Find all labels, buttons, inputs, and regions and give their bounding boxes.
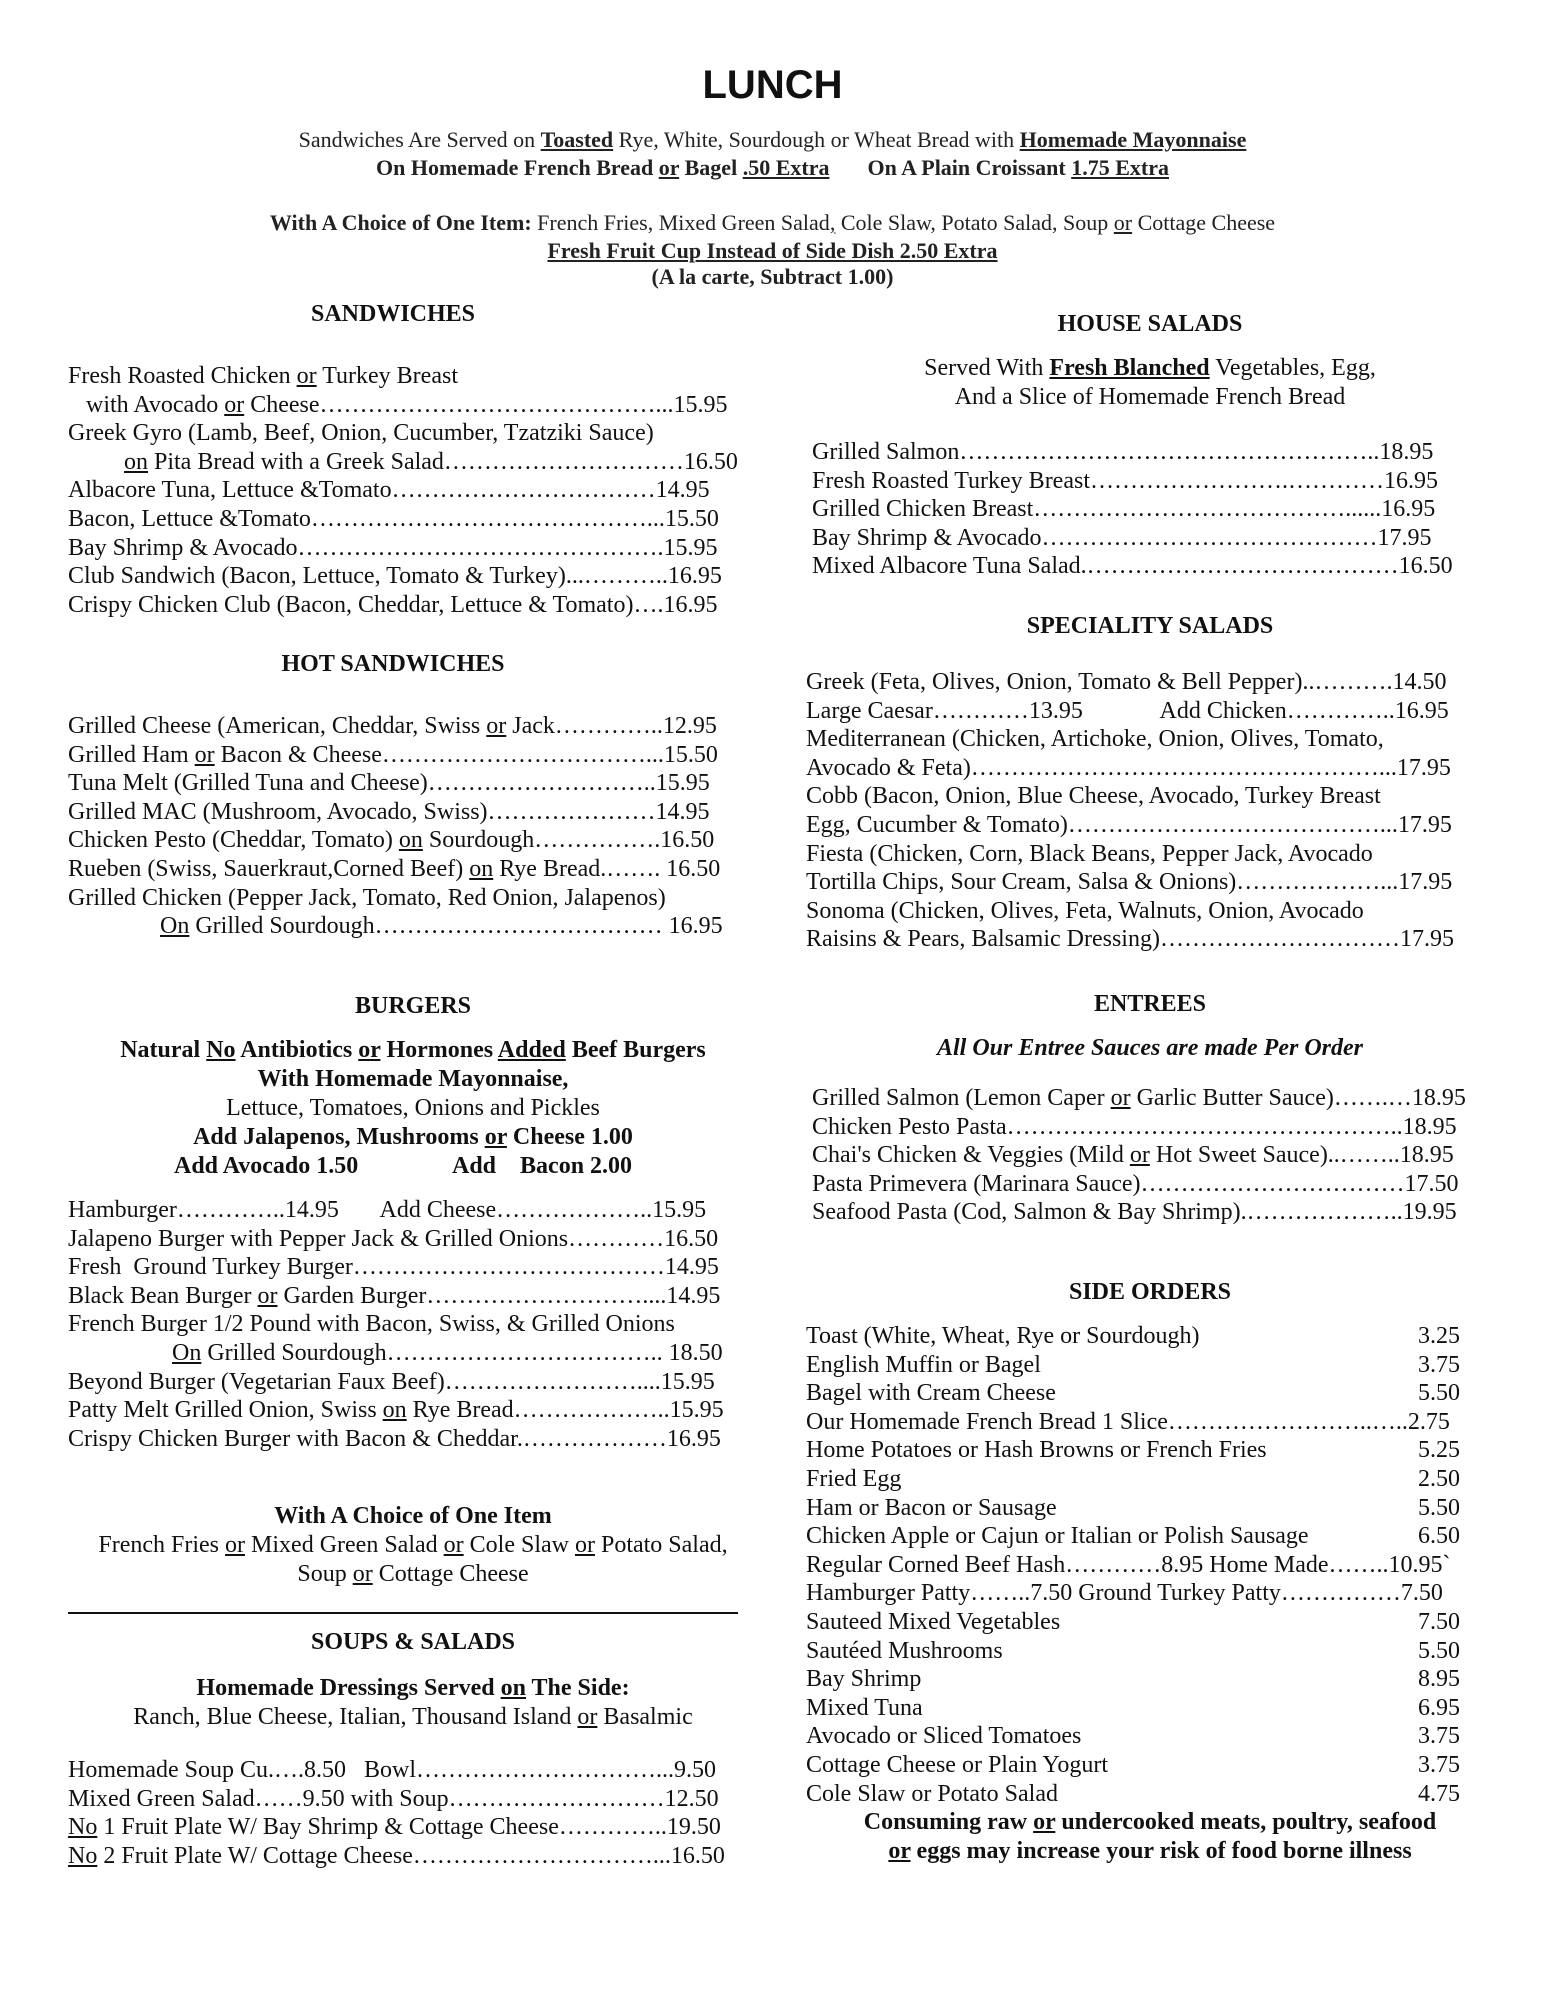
food-warning-line-2: or eggs may increase your risk of food borne illness bbox=[888, 1838, 1412, 1864]
side-order-row bbox=[806, 1608, 1496, 1636]
side-order-row bbox=[806, 1351, 1496, 1379]
burgers-note-1: Natural No Antibiotics or Hormones Added Beef Burgers bbox=[120, 1037, 706, 1063]
side-order-price: 3.75 bbox=[1418, 1351, 1460, 1378]
speciality-salads-heading: SPECIALITY SALADS bbox=[1026, 613, 1274, 639]
side-order-name: Bay Shrimp bbox=[806, 1666, 922, 1693]
menu-item: Beyond Burger (Vegetarian Faux Beef)……………………....15.95 bbox=[68, 1368, 715, 1395]
menu-item: Bacon, Lettuce &Tomato……………………………………...15.50 bbox=[68, 506, 719, 532]
menu-item: Grilled MAC (Mushroom, Avocado, Swiss)…………………14.95 bbox=[68, 798, 710, 825]
menu-item: Grilled Ham or Bacon & Cheese……………………………...15.50 bbox=[68, 741, 718, 768]
side-order-row bbox=[806, 1665, 1496, 1693]
side-order-price: 8.95 bbox=[1418, 1666, 1460, 1693]
intro-line-1: Sandwiches Are Served on Toasted Rye, White, Sourdough or Wheat Bread with Homemade Mayonnaise bbox=[298, 127, 1247, 152]
menu-item: Mediterranean (Chicken, Artichoke, Onion, Olives, Tomato, bbox=[806, 726, 1384, 753]
menu-item: Chicken Pesto Pasta…………………………………………..18.95 bbox=[812, 1113, 1457, 1140]
menu-item: Homemade Soup Cu.….8.50 Bowl…………………………...9.50 bbox=[68, 1757, 716, 1783]
menu-item: No 1 Fruit Plate W/ Bay Shrimp & Cottage Cheese…………..19.50 bbox=[68, 1814, 721, 1841]
burgers-note-5b: Add Bacon 2.00 bbox=[452, 1153, 633, 1179]
intro-line-4: Fresh Fruit Cup Instead of Side Dish 2.50 Extra bbox=[547, 238, 998, 263]
menu-item: Fresh Ground Turkey Burger…………………………………14.95 bbox=[68, 1254, 719, 1281]
burgers-note-3: Lettuce, Tomatoes, Onions and Pickles bbox=[226, 1095, 600, 1121]
menu-item: Fresh Roasted Chicken or Turkey Breast bbox=[68, 363, 458, 389]
side-order-name: Bagel with Cream Cheese bbox=[806, 1380, 1056, 1407]
menu-item: Crispy Chicken Burger with Bacon & Cheddar.………………16.95 bbox=[68, 1425, 721, 1452]
menu-item: Mixed Green Salad……9.50 with Soup………………………12.50 bbox=[68, 1785, 719, 1812]
menu-item: Grilled Chicken (Pepper Jack, Tomato, Red Onion, Jalapenos) bbox=[68, 884, 666, 911]
menu-item: Black Bean Burger or Garden Burger………………………....14.95 bbox=[68, 1282, 721, 1309]
side-order-name: Sautéed Mushrooms bbox=[806, 1637, 1003, 1664]
menu-item: Greek (Feta, Olives, Onion, Tomato & Bell Pepper)..……….14.50 bbox=[806, 669, 1447, 695]
menu-item: Crispy Chicken Club (Bacon, Cheddar, Lettuce & Tomato)….16.95 bbox=[68, 591, 718, 618]
house-salads-desc-1: Served With Fresh Blanched Vegetables, Egg, bbox=[924, 355, 1376, 381]
menu-item: Egg, Cucumber & Tomato)…………………………………...17.95 bbox=[806, 812, 1452, 838]
side-order-name: Sauteed Mixed Vegetables bbox=[806, 1609, 1061, 1635]
hot-sandwiches-heading: HOT SANDWICHES bbox=[281, 651, 505, 677]
intro-line-2: On Homemade French Bread or Bagel .50 Extra On A Plain Croissant 1.75 Extra bbox=[376, 155, 1169, 180]
menu-item: Club Sandwich (Bacon, Lettuce, Tomato & Turkey)...………..16.95 bbox=[68, 563, 722, 590]
side-order-row bbox=[806, 1465, 1496, 1493]
menu-item: Greek Gyro (Lamb, Beef, Onion, Cucumber, Tzatziki Sauce) bbox=[68, 420, 654, 447]
side-order-row bbox=[806, 1780, 1496, 1808]
side-order-name: Regular Corned Beef Hash…………8.95 Home Made……..10.95` bbox=[806, 1551, 1451, 1578]
menu-item: Grilled Salmon……………………………………………..18.95 bbox=[812, 439, 1434, 465]
burgers-choice-title: With A Choice of One Item bbox=[274, 1503, 552, 1529]
menu-item: Tortilla Chips, Sour Cream, Salsa & Onions)………………...17.95 bbox=[806, 869, 1453, 896]
side-order-row bbox=[806, 1494, 1496, 1522]
side-order-row bbox=[806, 1551, 1496, 1579]
menu-item: Chicken Pesto (Cheddar, Tomato) on Sourdough…………….16.50 bbox=[68, 827, 715, 854]
menu-item: Seafood Pasta (Cod, Salmon & Bay Shrimp).………………..19.95 bbox=[812, 1199, 1457, 1226]
menu-item: Sonoma (Chicken, Olives, Feta, Walnuts, Onion, Avocado bbox=[806, 897, 1364, 924]
dressings-line-2: Ranch, Blue Cheese, Italian, Thousand Island or Basalmic bbox=[133, 1704, 693, 1730]
side-order-price: 6.95 bbox=[1418, 1694, 1460, 1721]
menu-item: Tuna Melt (Grilled Tuna and Cheese)………………………..15.95 bbox=[68, 770, 710, 797]
menu-item: Fiesta (Chicken, Corn, Black Beans, Pepper Jack, Avocado bbox=[806, 840, 1373, 867]
intro-line-5: (A la carte, Subtract 1.00) bbox=[651, 264, 894, 289]
side-order-row bbox=[806, 1408, 1496, 1436]
side-order-name: Toast (White, Wheat, Rye or Sourdough) bbox=[806, 1323, 1200, 1349]
side-order-name: English Muffin or Bagel bbox=[806, 1351, 1041, 1378]
menu-item: Rueben (Swiss, Sauerkraut,Corned Beef) on Rye Bread.……. 16.50 bbox=[68, 856, 721, 882]
side-order-price: 4.75 bbox=[1418, 1780, 1460, 1807]
side-order-price: 5.50 bbox=[1418, 1380, 1460, 1407]
side-order-price: 6.50 bbox=[1418, 1523, 1460, 1550]
menu-item: with Avocado or Cheese……………………………………...15.95 bbox=[86, 391, 728, 418]
side-order-price: 3.25 bbox=[1418, 1323, 1460, 1349]
side-orders-heading: SIDE ORDERS bbox=[1068, 1279, 1232, 1305]
side-order-price: 5.50 bbox=[1418, 1494, 1460, 1521]
menu-item: Pasta Primevera (Marinara Sauce)……………………………17.50 bbox=[812, 1170, 1459, 1197]
side-order-row bbox=[806, 1722, 1496, 1750]
menu-item: Patty Melt Grilled Onion, Swiss on Rye Bread………………..15.95 bbox=[68, 1397, 724, 1424]
menu-item: French Burger 1/2 Pound with Bacon, Swiss, & Grilled Onions bbox=[68, 1311, 675, 1338]
side-order-name: Mixed Tuna bbox=[806, 1694, 923, 1721]
side-order-name: Ham or Bacon or Sausage bbox=[806, 1494, 1057, 1521]
burgers-note-5a: Add Avocado 1.50 bbox=[174, 1153, 359, 1179]
side-order-row bbox=[806, 1579, 1496, 1607]
side-order-price: 2.50 bbox=[1418, 1466, 1460, 1492]
menu-item: Grilled Salmon (Lemon Caper or Garlic Butter Sauce)…….…18.95 bbox=[812, 1085, 1466, 1111]
food-warning-line-1: Consuming raw or undercooked meats, poultry, seafood bbox=[863, 1809, 1437, 1835]
side-order-price: 7.50 bbox=[1418, 1609, 1460, 1635]
side-order-name: Cottage Cheese or Plain Yogurt bbox=[806, 1752, 1108, 1778]
side-order-name: Cole Slaw or Potato Salad bbox=[806, 1780, 1058, 1807]
menu-item: On Grilled Sourdough……………………………… 16.95 bbox=[160, 913, 723, 940]
entrees-heading: ENTREES bbox=[1093, 991, 1207, 1017]
menu-item: On Grilled Sourdough…………………………….. 18.50 bbox=[172, 1340, 723, 1366]
house-salads-heading: HOUSE SALADS bbox=[1057, 311, 1243, 337]
side-order-row bbox=[806, 1694, 1496, 1722]
side-order-name: Fried Egg bbox=[806, 1466, 902, 1492]
side-order-name: Hamburger Patty……..7.50 Ground Turkey Patty……………7.50 bbox=[806, 1580, 1443, 1607]
side-order-price: 5.50 bbox=[1418, 1637, 1460, 1664]
page-title: LUNCH bbox=[702, 63, 843, 107]
menu-item: Avocado & Feta)……………………………………………...17.95 bbox=[806, 754, 1451, 781]
menu-item: Grilled Chicken Breast…………………………………......16.95 bbox=[812, 496, 1436, 523]
house-salads-desc-2: And a Slice of Homemade French Bread bbox=[954, 384, 1346, 410]
side-order-row bbox=[806, 1522, 1496, 1550]
side-order-price: 5.25 bbox=[1418, 1437, 1460, 1464]
menu-item: Mixed Albacore Tuna Salad.…………………………………16.50 bbox=[812, 553, 1453, 580]
side-order-row bbox=[806, 1436, 1496, 1464]
menu-item: Cobb (Bacon, Onion, Blue Cheese, Avocado, Turkey Breast bbox=[806, 783, 1381, 810]
burgers-note-2: With Homemade Mayonnaise, bbox=[257, 1066, 569, 1092]
side-order-row bbox=[806, 1751, 1496, 1779]
menu-item: Large Caesar…………13.95 Add Chicken…………..16.95 bbox=[806, 697, 1449, 724]
menu-item: Grilled Cheese (American, Cheddar, Swiss or Jack…………..12.95 bbox=[68, 713, 717, 739]
menu-item: Jalapeno Burger with Pepper Jack & Grilled Onions…………16.50 bbox=[68, 1225, 719, 1252]
menu-item: No 2 Fruit Plate W/ Cottage Cheese…………………………...16.50 bbox=[68, 1842, 725, 1869]
burgers-note-4: Add Jalapenos, Mushrooms or Cheese 1.00 bbox=[193, 1124, 633, 1150]
side-order-price: 3.75 bbox=[1418, 1752, 1460, 1778]
section-divider bbox=[68, 1612, 738, 1614]
burgers-heading: BURGERS bbox=[354, 993, 472, 1019]
sandwiches-heading: SANDWICHES bbox=[310, 301, 476, 327]
side-order-name: Our Homemade French Bread 1 Slice……………………..…..2.75 bbox=[806, 1408, 1450, 1435]
side-order-price: 3.75 bbox=[1418, 1723, 1460, 1750]
intro-line-3: With A Choice of One Item: French Fries, Mixed Green Salad, Cole Slaw, Potato Salad, Soup or Cottage Cheese bbox=[269, 210, 1276, 235]
menu-item: Bay Shrimp & Avocado……………………………………17.95 bbox=[812, 524, 1432, 551]
side-order-row bbox=[806, 1637, 1496, 1665]
menu-item: Fresh Roasted Turkey Breast…………………….…………16.95 bbox=[812, 467, 1438, 494]
side-order-row bbox=[806, 1379, 1496, 1407]
soups-salads-heading: SOUPS & SALADS bbox=[310, 1629, 516, 1655]
menu-item: on Pita Bread with a Greek Salad…………………………16.50 bbox=[124, 448, 738, 475]
menu-item: Hamburger…………..14.95 Add Cheese………………..15.95 bbox=[68, 1197, 707, 1223]
side-order-name: Chicken Apple or Cajun or Italian or Polish Sausage bbox=[806, 1523, 1309, 1550]
menu-item: Raisins & Pears, Balsamic Dressing)…………………………17.95 bbox=[806, 926, 1454, 953]
burgers-choice-line-1: French Fries or Mixed Green Salad or Cole Slaw or Potato Salad, bbox=[98, 1532, 728, 1558]
dressings-line-1: Homemade Dressings Served on The Side: bbox=[196, 1675, 630, 1701]
menu-item: Chai's Chicken & Veggies (Mild or Hot Sweet Sauce)..……..18.95 bbox=[812, 1142, 1454, 1169]
side-order-row bbox=[806, 1322, 1496, 1350]
side-order-name: Home Potatoes or Hash Browns or French Fries bbox=[806, 1437, 1267, 1464]
menu-item: Albacore Tuna, Lettuce &Tomato……………………………14.95 bbox=[68, 477, 710, 504]
entrees-note: All Our Entree Sauces are made Per Order bbox=[937, 1035, 1363, 1061]
side-order-name: Avocado or Sliced Tomatoes bbox=[806, 1723, 1082, 1750]
burgers-choice-line-2: Soup or Cottage Cheese bbox=[297, 1561, 529, 1587]
menu-item: Bay Shrimp & Avocado……………………………………….15.95 bbox=[68, 534, 718, 561]
